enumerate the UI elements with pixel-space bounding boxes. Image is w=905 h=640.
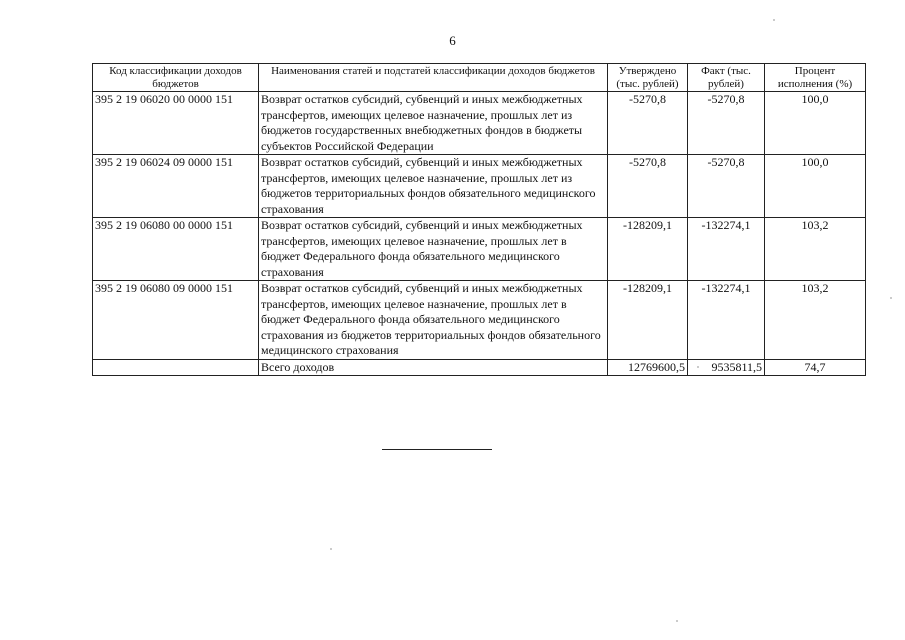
page-number: 6 [449, 33, 456, 48]
row-name: Возврат остатков субсидий, субвенций и иных межбюджетных трансфертов, имеющих целевое назначение, прошлых лет из бюджетов государственных внебюджетных фондов в бюджеты субъектов Российской Федерации [259, 92, 608, 155]
row-actual: -5270,8 [688, 155, 765, 218]
scan-speck [676, 620, 678, 622]
total-code [93, 359, 259, 376]
scan-speck [697, 366, 699, 368]
scan-speck [890, 297, 892, 299]
scan-speck [330, 548, 332, 550]
row-percent: 100,0 [765, 92, 866, 155]
header-actual: Факт (тыс. рублей) [688, 64, 765, 92]
row-percent: 100,0 [765, 155, 866, 218]
row-name: Возврат остатков субсидий, субвенций и иных межбюджетных трансфертов, имеющих целевое назначение, прошлых лет в бюджет Федерального фонда обязательного медицинского страхования [259, 218, 608, 281]
row-approved: -5270,8 [608, 155, 688, 218]
row-code: 395 2 19 06020 00 0000 151 [93, 92, 259, 155]
header-approved: Утверждено (тыс. рублей) [608, 64, 688, 92]
table-row [93, 281, 866, 360]
header-percent: Процент исполнения (%) [765, 64, 866, 92]
row-name: Возврат остатков субсидий, субвенций и иных межбюджетных трансфертов, имеющих целевое назначение, прошлых лет в бюджет Федерального фонда обязательного медицинского страхования из бюджетов территориальных фондов обязательного медицинского страхования [259, 281, 608, 360]
table-row [93, 218, 866, 281]
row-code: 395 2 19 06024 09 0000 151 [93, 155, 259, 218]
header-code: Код классификации доходов бюджетов [93, 64, 259, 92]
total-row [93, 359, 866, 376]
total-approved: 12769600,5 [608, 359, 688, 376]
row-approved: -5270,8 [608, 92, 688, 155]
row-actual: -132274,1 [688, 281, 765, 360]
scan-speck [773, 19, 775, 21]
row-actual: -132274,1 [688, 218, 765, 281]
row-code: 395 2 19 06080 00 0000 151 [93, 218, 259, 281]
total-percent: 74,7 [765, 359, 866, 376]
row-percent: 103,2 [765, 218, 866, 281]
header-name: Наименования статей и подстатей классификации доходов бюджетов [259, 64, 608, 92]
table-row [93, 155, 866, 218]
row-approved: -128209,1 [608, 281, 688, 360]
table-header-row [93, 64, 866, 92]
table-row [93, 92, 866, 155]
row-code: 395 2 19 06080 09 0000 151 [93, 281, 259, 360]
row-approved: -128209,1 [608, 218, 688, 281]
total-label: Всего доходов [259, 359, 608, 376]
row-percent: 103,2 [765, 281, 866, 360]
row-actual: -5270,8 [688, 92, 765, 155]
row-name: Возврат остатков субсидий, субвенций и иных межбюджетных трансфертов, имеющих целевое назначение, прошлых лет из бюджетов территориальных фондов обязательного медицинского страхования [259, 155, 608, 218]
footer-divider [382, 449, 492, 450]
total-actual: 9535811,5 [688, 359, 765, 376]
income-table [92, 63, 866, 376]
